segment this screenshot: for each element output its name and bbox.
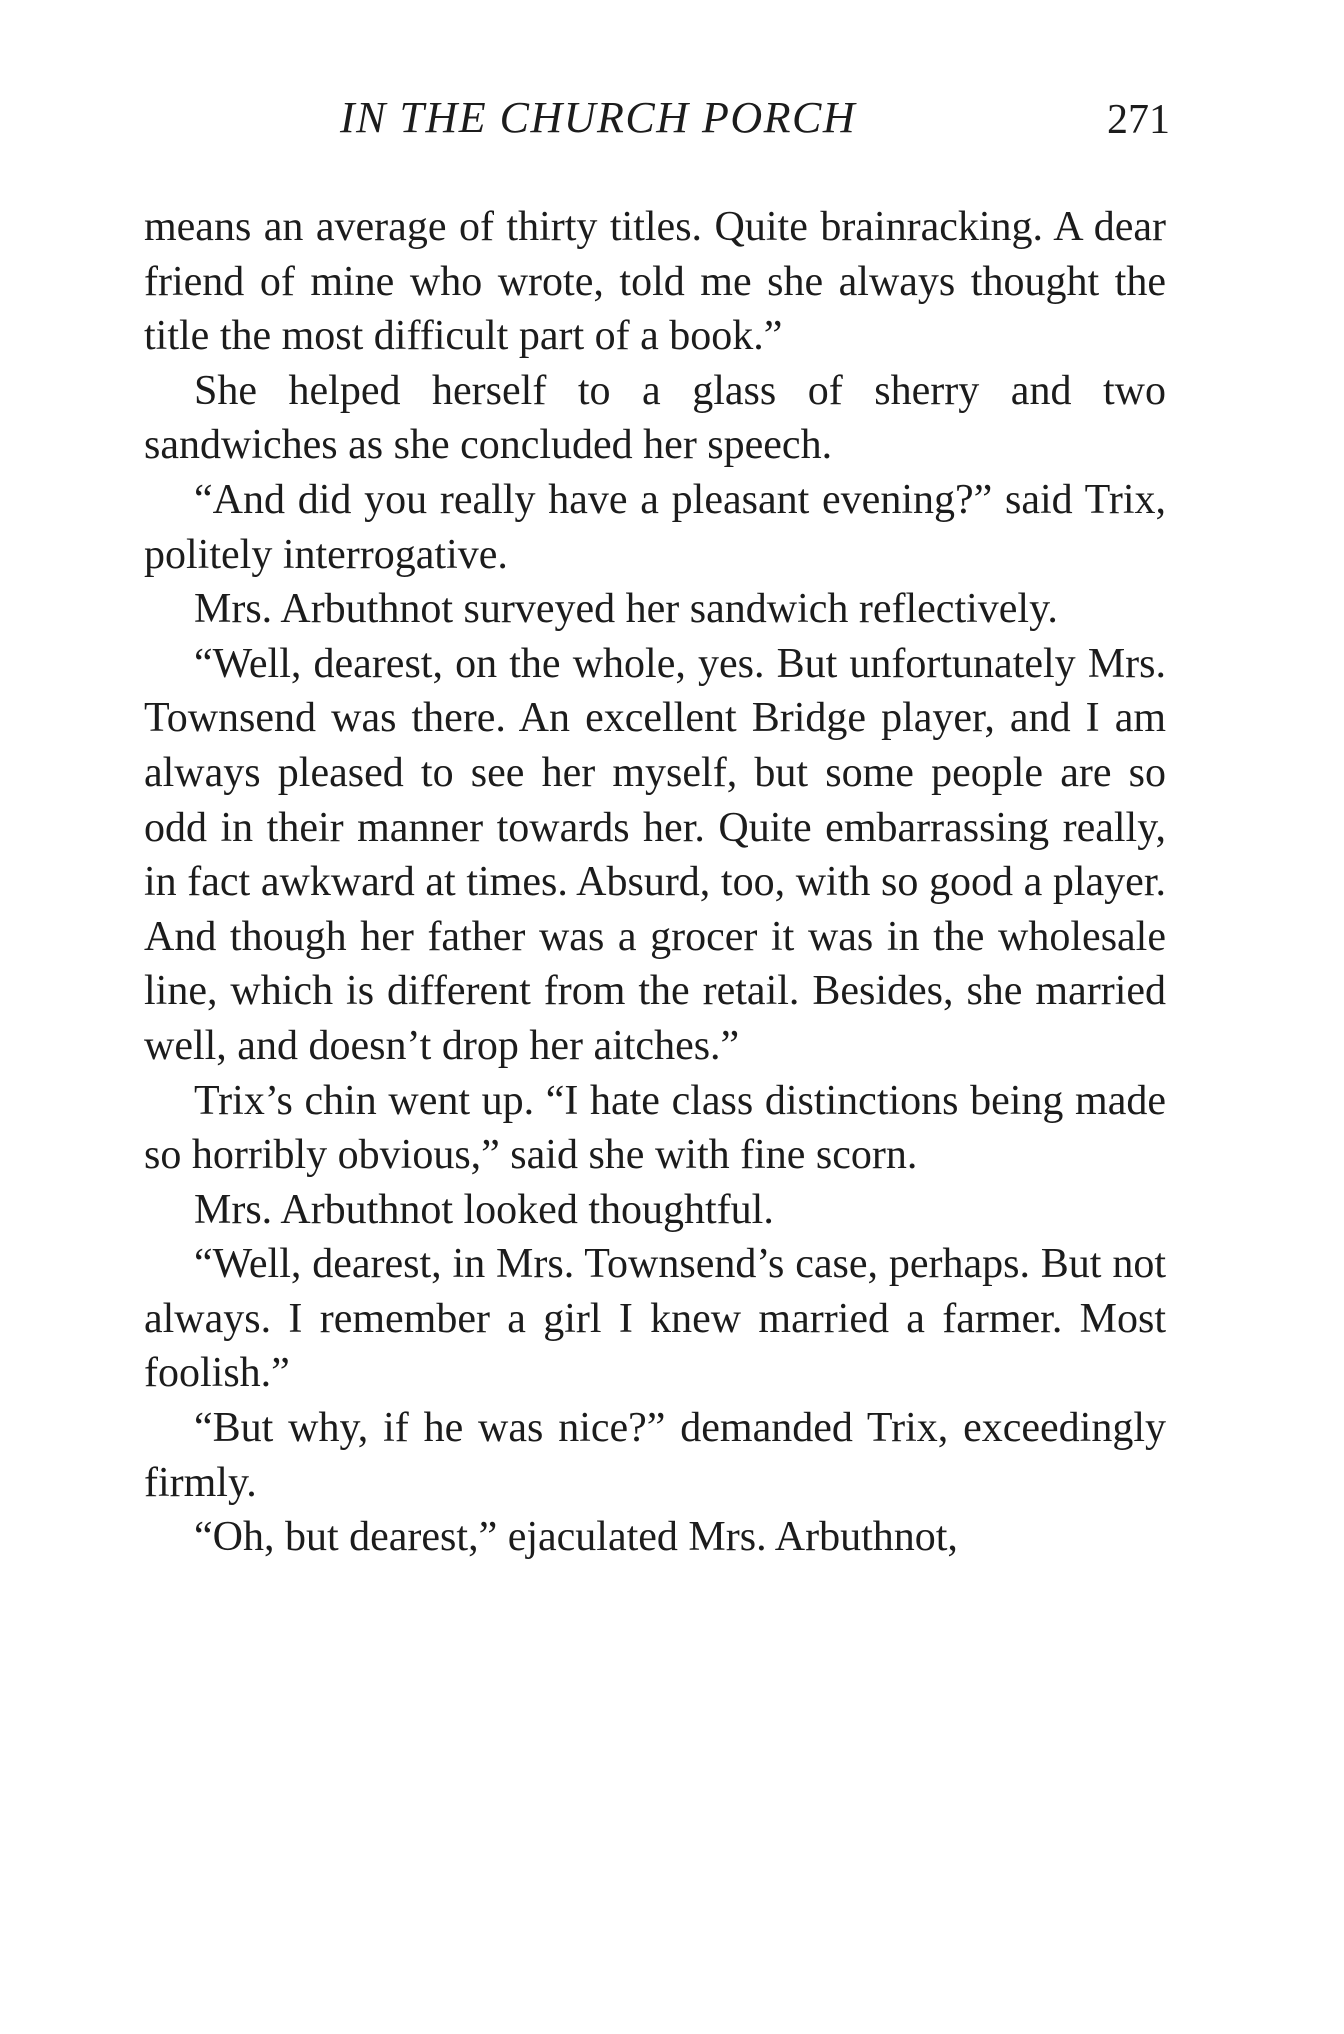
paragraph: Mrs. Arbuthnot surveyed her sandwich reflectively. [194,586,1058,633]
paragraph: “Well, dearest, on the whole, yes. But unfortunately Mrs. Townsend was there. An excellent Bridge player, and I am always pleased to see her myself, but some people are so odd in their manner towards her. Quite embarrassing really, in fact awkward at times. Absurd, too, with so good a player. And though her father was a grocer it was in the wholesale line, which is different from the retail. Besides, she married well, and doesn’t drop her aitches.” [144,640,1166,1069]
paragraph: Mrs. Arbuthnot looked thoughtful. [194,1186,774,1233]
paragraph: She helped herself to a glass of sherry and two sandwiches as she concluded her speech. [144,367,1166,469]
paragraph: “And did you really have a pleasant evening?” said Trix, politely interrogative. [144,476,1166,578]
body-text [144,200,1166,1565]
paragraph: “Oh, but dearest,” ejaculated Mrs. Arbuthnot, [194,1514,958,1561]
paragraph: Trix’s chin went up. “I hate class distinctions being made so horribly obvious,” said she with fine scorn. [144,1077,1166,1179]
paragraph: means an average of thirty titles. Quite brainracking. A dear friend of mine who wrote, told me she always thought the title the most difficult part of a book.” [144,204,1166,360]
running-head [140,92,1170,152]
paragraph: “But why, if he was nice?” demanded Trix, exceedingly firmly. [144,1405,1166,1506]
running-title: IN THE CHURCH PORCH [340,93,857,142]
paragraph: “Well, dearest, in Mrs. Townsend’s case, perhaps. But not always. I remember a girl I knew married a farmer. Most foolish.” [144,1241,1166,1397]
page-number: 271 [1107,97,1170,143]
